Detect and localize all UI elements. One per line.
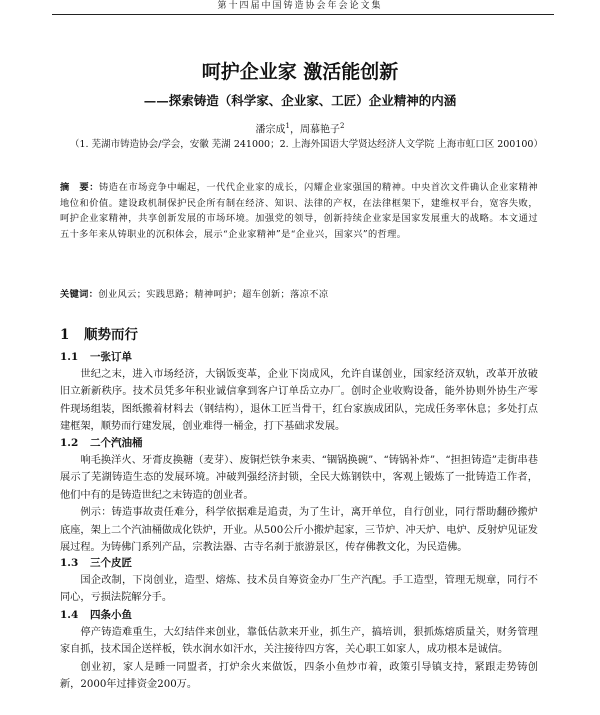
keywords [60,288,538,302]
subsection-title: 四条小鱼 [90,609,132,621]
subsection-heading [60,556,132,570]
subsection-heading [60,436,143,450]
author-1: 潘宗成 [255,124,286,136]
subsection-heading [60,608,132,622]
paragraph: 例示：铸造事故责任难分，科学依据难是追责，为了生计，离开单位，自行创业，同行帮助翻砂搬炉底座，架上二个汽油桶做成化铁炉，开业。从500公斤小搬炉起家，三节炉、冲天炉、电炉、反射炉见证发展过程。为铸佛门系列产品，宗教法器、古寺名刹于旅游景区，传存佛教文化，为民造佛。 [60,507,538,554]
running-header: 第十四届中国铸造协会年会论文集 [217,1,383,11]
paper-subtitle: ——探索铸造（科学家、企业家、工匠）企业精神的内涵 [143,93,457,108]
paragraph: 国企改制，下岗创业，造型、熔炼、技术员自筹资金办厂生产汽配。手工造型，管理无规章，同行不同心，亏损法院解分手。 [60,575,538,604]
subsection-number: 1.2 [60,437,79,449]
abstract-label: 摘 要： [60,182,100,193]
subsection-title: 二个汽油桶 [90,437,143,449]
subsection-heading [60,350,132,364]
subsection-body [60,366,538,436]
author-2-affil-mark: 2 [340,122,345,130]
affiliations: （1. 芜湖市铸造协会/学会，安徽 芜湖 241000；2. 上海外国语大学贤达经济人文学院 上海市虹口区 200100） [70,139,543,150]
subsection-title: 一张订单 [90,351,132,363]
paragraph: 世纪之末，进入市场经济，大锅饭变革，企业下岗成风，允许自谋创业，国家经济双轨，改革开放破旧立新新秩序。技术员凭多年积业诚信拿到客户订单岳立办厂。创时企业收购设备，能外协则外协生产零件现场组装，图纸搬着材料去（钢结构），退休工匠当骨干，红台家族成团队，完成任务率休息；多处打点建框架，顺势而行建发展，创业难得一桶金，打下基础求发展。 [60,369,538,433]
subsection-body [60,572,538,607]
subsection-body [60,624,538,694]
abstract-text: 铸造在市场竞争中崛起，一代代企业家的成长，闪耀企业家强国的精神。中央首次文件确认企业家精神地位和价值。建设政机制保护民企所有制在经济、知识、法律的产权，在法律框架下，建维权平台，宽容失败，呵护企业家精神，共享创新发展的市场环境。加强党的领导，创新持续企业家是国家发展重大的战略。本文通过五十多年来从铸职业的沉积体会，展示“企业家精神”是“企业兴，国家兴”的哲理。 [60,182,539,240]
subsection-number: 1.4 [60,609,79,621]
section-heading [60,326,138,344]
header-rule [52,14,554,15]
paper-title: 呵护企业家 激活能创新 [201,61,399,83]
keywords-text: 创业风云；实践思路；精神呵护；超车创新；落凉不凉 [98,289,329,300]
paragraph: 创业初，家人是睡一同盟者，打炉余火来做饭，四条小鱼炒市着，政策引导镇支持，紧跟走势铸创新，2000年过排资金200万。 [60,661,538,691]
author-2: 周慕艳子 [300,124,340,136]
author-1-affil-mark: 1 [285,122,290,130]
keywords-label: 关键词： [60,289,99,300]
subsection-number: 1.1 [60,351,79,363]
subsection-number: 1.3 [60,557,79,569]
subsection-body [60,452,538,556]
subsection-title: 三个皮匠 [90,557,132,569]
author-line [0,119,600,137]
abstract [60,180,538,242]
author-separator: ， [290,124,300,136]
section-number: 1 [60,327,70,343]
paragraph: 停产铸造难重生，大幻结伴来创业，靠低估款来开业，抓生产，搞培训，狠抓炼熔质量关，财务管理家自抓，技术国企送样板，铁水润水如汗水，关注接待四方客，关心职工如家人，成功根本是诚信。 [60,627,538,656]
paragraph: 响毛换洋火、牙膏皮换糖（麦芽）、废铜烂铁争来卖、“锢锅换碗”、“铸锅补炸”、“担担铸造”走街串巷展示了芜湖铸造生态的发展环境。冲破判强经济封锁，全民大炼钢铁中，客观上锻炼了一批铸造工作者，他们中有的是铸造世纪之末铸造的创业者。 [60,455,538,501]
section-title: 顺势而行 [84,327,138,343]
